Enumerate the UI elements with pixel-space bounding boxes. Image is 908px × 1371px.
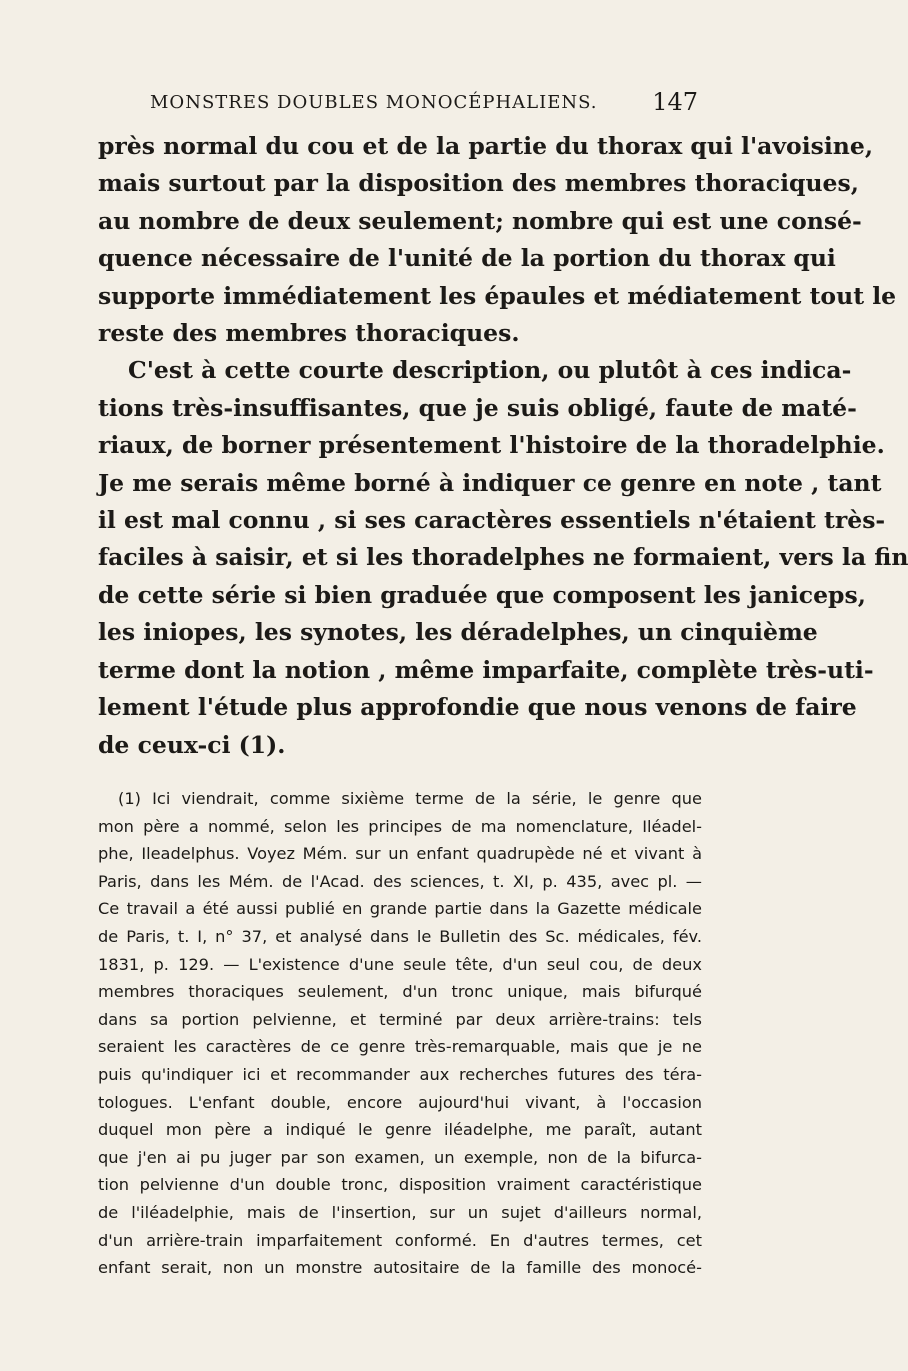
text-line: au nombre de deux seulement; nombre qui est une consé- (98, 206, 862, 235)
footnote-line: Ce travail a été aussi publié en grande partie dans la Gazette médicale (98, 899, 702, 919)
footnote-line: de Paris, t. I, n° 37, et analysé dans le Bulletin des Sc. médicales, fév. (98, 926, 702, 946)
page-number: 147 (652, 88, 698, 116)
text-line: terme dont la notion , même imparfaite, complète très-uti- (98, 655, 874, 684)
footnote-line: de l'iléadelphie, mais de l'insertion, sur un sujet d'ailleurs normal, (98, 1202, 702, 1222)
text-line: C'est à cette courte description, ou plutôt à ces indica- (128, 356, 852, 385)
text-line: riaux, de borner présentement l'histoire de la thoradelphie. (98, 431, 885, 460)
text-line: tions très-insuffisantes, que je suis obligé, faute de maté- (98, 393, 857, 422)
footnote-line: Paris, dans les Mém. de l'Acad. des sciences, t. XI, p. 435, avec pl. — (98, 871, 702, 891)
text-line: Je me serais même borné à indiquer ce genre en note , tant (98, 468, 882, 497)
footnote-line: tologues. L'enfant double, encore aujourd'hui vivant, à l'occasion (98, 1092, 702, 1112)
footnote-line: duquel mon père a indiqué le genre iléadelphe, me paraît, autant (98, 1120, 702, 1140)
text-line: faciles à saisir, et si les thoradelphes ne formaient, vers la fin (98, 543, 908, 572)
main-text (98, 128, 908, 764)
text-line: mais surtout par la disposition des membres thoraciques, (98, 169, 859, 198)
text-line: lement l'étude plus approfondie que nous venons de faire (98, 693, 857, 722)
footnote-line: 1831, p. 129. — L'existence d'une seule tête, d'un seul cou, de deux (98, 954, 702, 974)
text-line: près normal du cou et de la partie du thorax qui l'avoisine, (98, 132, 874, 160)
footnote-line: d'un arrière-train imparfaitement conformé. En d'autres termes, cet (98, 1230, 702, 1250)
footnote-line: que j'en ai pu juger par son examen, un exemple, non de la bifurca- (98, 1147, 702, 1167)
footnote-line: mon père a nommé, selon les principes de ma nomenclature, Iléadel- (98, 816, 702, 836)
footnote-line: membres thoraciques seulement, d'un tronc unique, mais bifurqué (98, 982, 702, 1002)
footnote-line: (1) Ici viendrait, comme sixième terme de la série, le genre que (118, 789, 702, 808)
footnote (98, 785, 702, 1282)
footnote-line: puis qu'indiquer ici et recommander aux recherches futures des téra- (98, 1064, 702, 1084)
text-line: il est mal connu , si ses caractères essentiels n'étaient très- (98, 506, 886, 535)
text-line: les iniopes, les synotes, les déradelphes, un cinquième (98, 618, 818, 647)
running-title: MONSTRES DOUBLES MONOCÉPHALIENS. (150, 92, 598, 113)
footnote-line: seraient les caractères de ce genre très-remarquable, mais que je ne (98, 1037, 702, 1057)
footnote-line: tion pelvienne d'un double tronc, disposition vraiment caractéristique (98, 1175, 702, 1195)
page-header (150, 88, 698, 122)
footnote-line: phe, Ileadelphus. Voyez Mém. sur un enfant quadrupède né et vivant à (98, 844, 702, 864)
text-line: reste des membres thoraciques. (98, 319, 520, 348)
text-line: de cette série si bien graduée que composent les janiceps, (98, 580, 866, 609)
text-line: quence nécessaire de l'unité de la portion du thorax qui (98, 244, 836, 273)
text-line: de ceux-ci (1). (98, 730, 286, 759)
footnote-line: enfant serait, non un monstre autositaire de la famille des monocé- (98, 1258, 702, 1278)
footnote-line: dans sa portion pelvienne, et terminé par deux arrière-trains: tels (98, 1009, 702, 1029)
text-line: supporte immédiatement les épaules et médiatement tout le (98, 281, 897, 310)
